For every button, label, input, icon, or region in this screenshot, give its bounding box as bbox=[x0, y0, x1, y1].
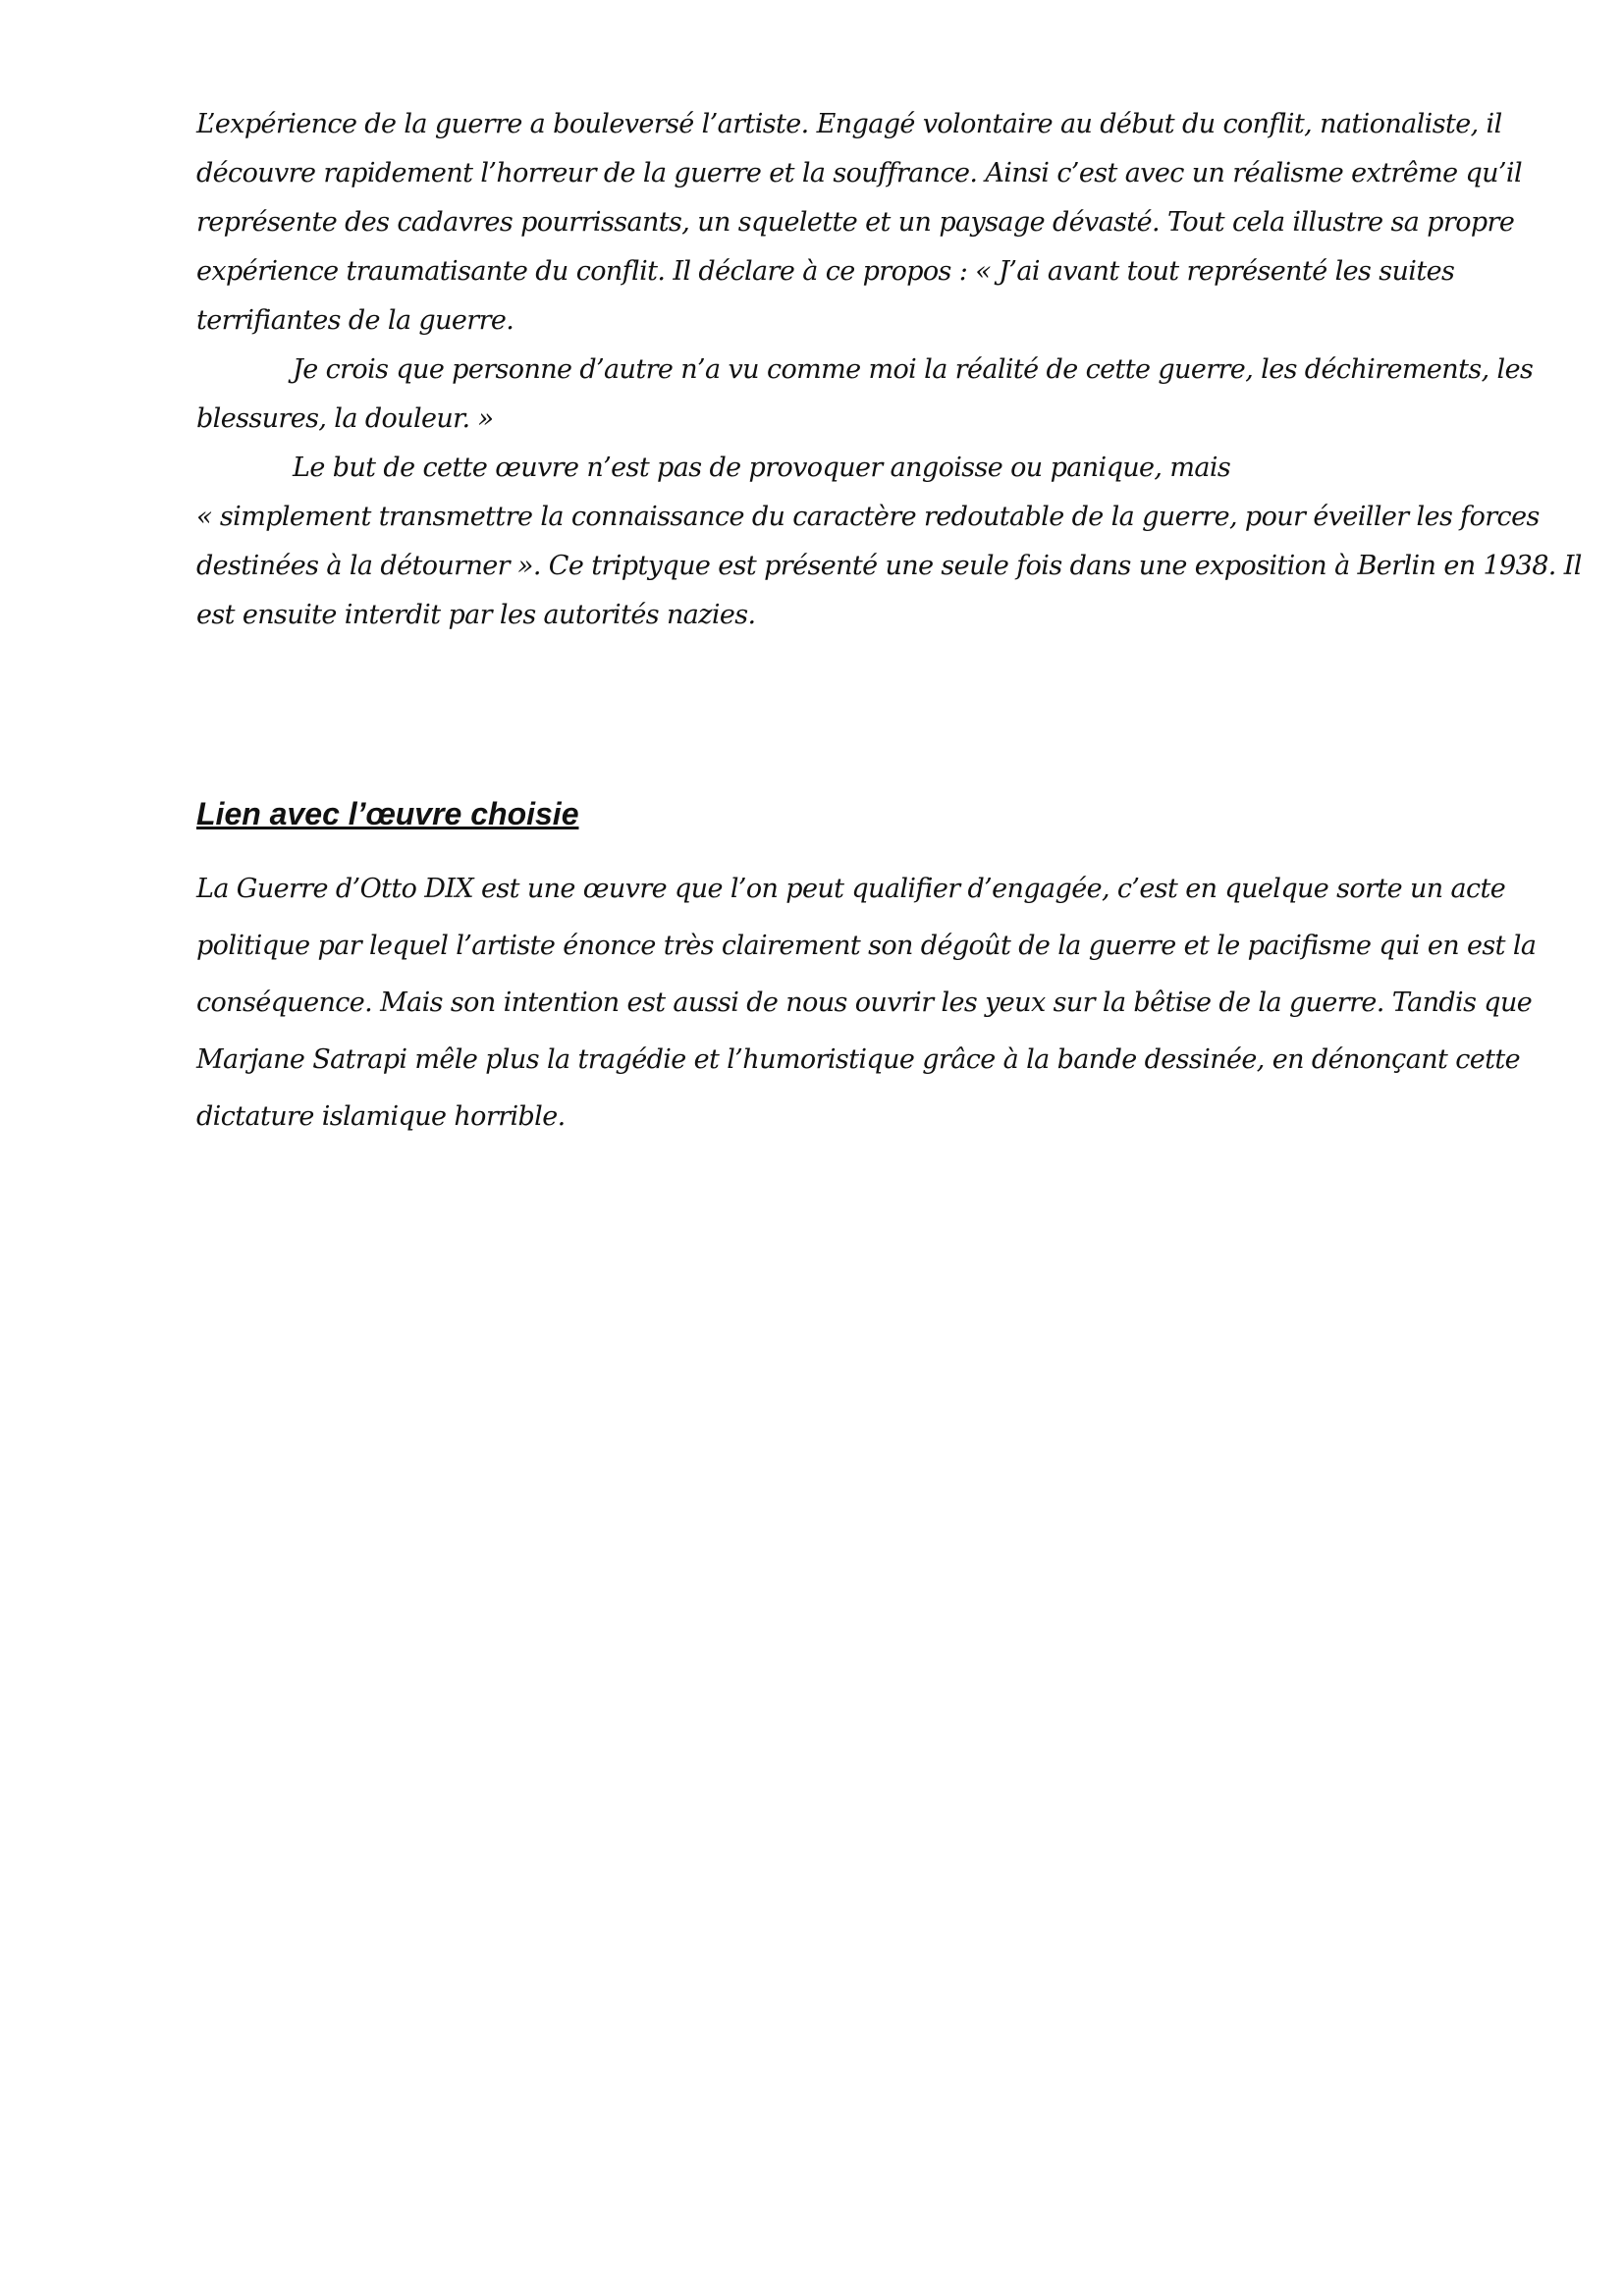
text-line: expérience traumatisante du conflit. Il déclare à ce propos : « J’ai avant tout représenté les suites bbox=[196, 256, 1455, 287]
text-line: blessures, la douleur. » bbox=[196, 403, 494, 434]
page-content bbox=[196, 100, 1582, 1146]
text-line: La Guerre d’Otto DIX est une œuvre que l’on peut qualifier d’engagée, c’est en quelque sorte un acte bbox=[196, 874, 1506, 904]
text-line: « simplement transmettre la connaissance du caractère redoutable de la guerre, pour éveiller les forces bbox=[196, 502, 1540, 532]
vertical-spacer bbox=[196, 640, 1424, 792]
section-heading: Lien avec l’œuvre choisie bbox=[196, 796, 579, 831]
paragraph-artist-experience bbox=[196, 100, 1582, 640]
text-line: destinées à la détourner ». Ce triptyque est présenté une seule fois dans une exposition à Berlin en 1938. Il bbox=[196, 551, 1582, 581]
text-line: représente des cadavres pourrissants, un squelette et un paysage dévasté. Tout cela illustre sa propre bbox=[196, 207, 1515, 238]
text-line: terrifiantes de la guerre. bbox=[196, 305, 514, 336]
text-line: découvre rapidement l’horreur de la guerre et la souffrance. Ainsi c’est avec un réalisme extrême qu’il bbox=[196, 158, 1522, 188]
text-line: est ensuite interdit par les autorités nazies. bbox=[196, 600, 756, 630]
text-line: conséquence. Mais son intention est aussi de nous ouvrir les yeux sur la bêtise de la guerre. Tandis que bbox=[196, 988, 1533, 1018]
text-line-indented: Le but de cette œuvre n’est pas de provoquer angoisse ou panique, mais bbox=[293, 453, 1231, 483]
paragraph-link-with-work bbox=[196, 861, 1537, 1146]
text-line: L’expérience de la guerre a bouleversé l’artiste. Engagé volontaire au début du conflit, nationaliste, il bbox=[196, 109, 1502, 139]
text-line: dictature islamique horrible. bbox=[196, 1101, 566, 1132]
text-line-indented: Je crois que personne d’autre n’a vu comme moi la réalité de cette guerre, les déchirements, les bbox=[293, 354, 1534, 385]
text-line: Marjane Satrapi mêle plus la tragédie et l’humoristique grâce à la bande dessinée, en dénonçant cette bbox=[196, 1044, 1521, 1075]
text-line: politique par lequel l’artiste énonce très clairement son dégoût de la guerre et le pacifisme qui en est la bbox=[196, 931, 1537, 961]
